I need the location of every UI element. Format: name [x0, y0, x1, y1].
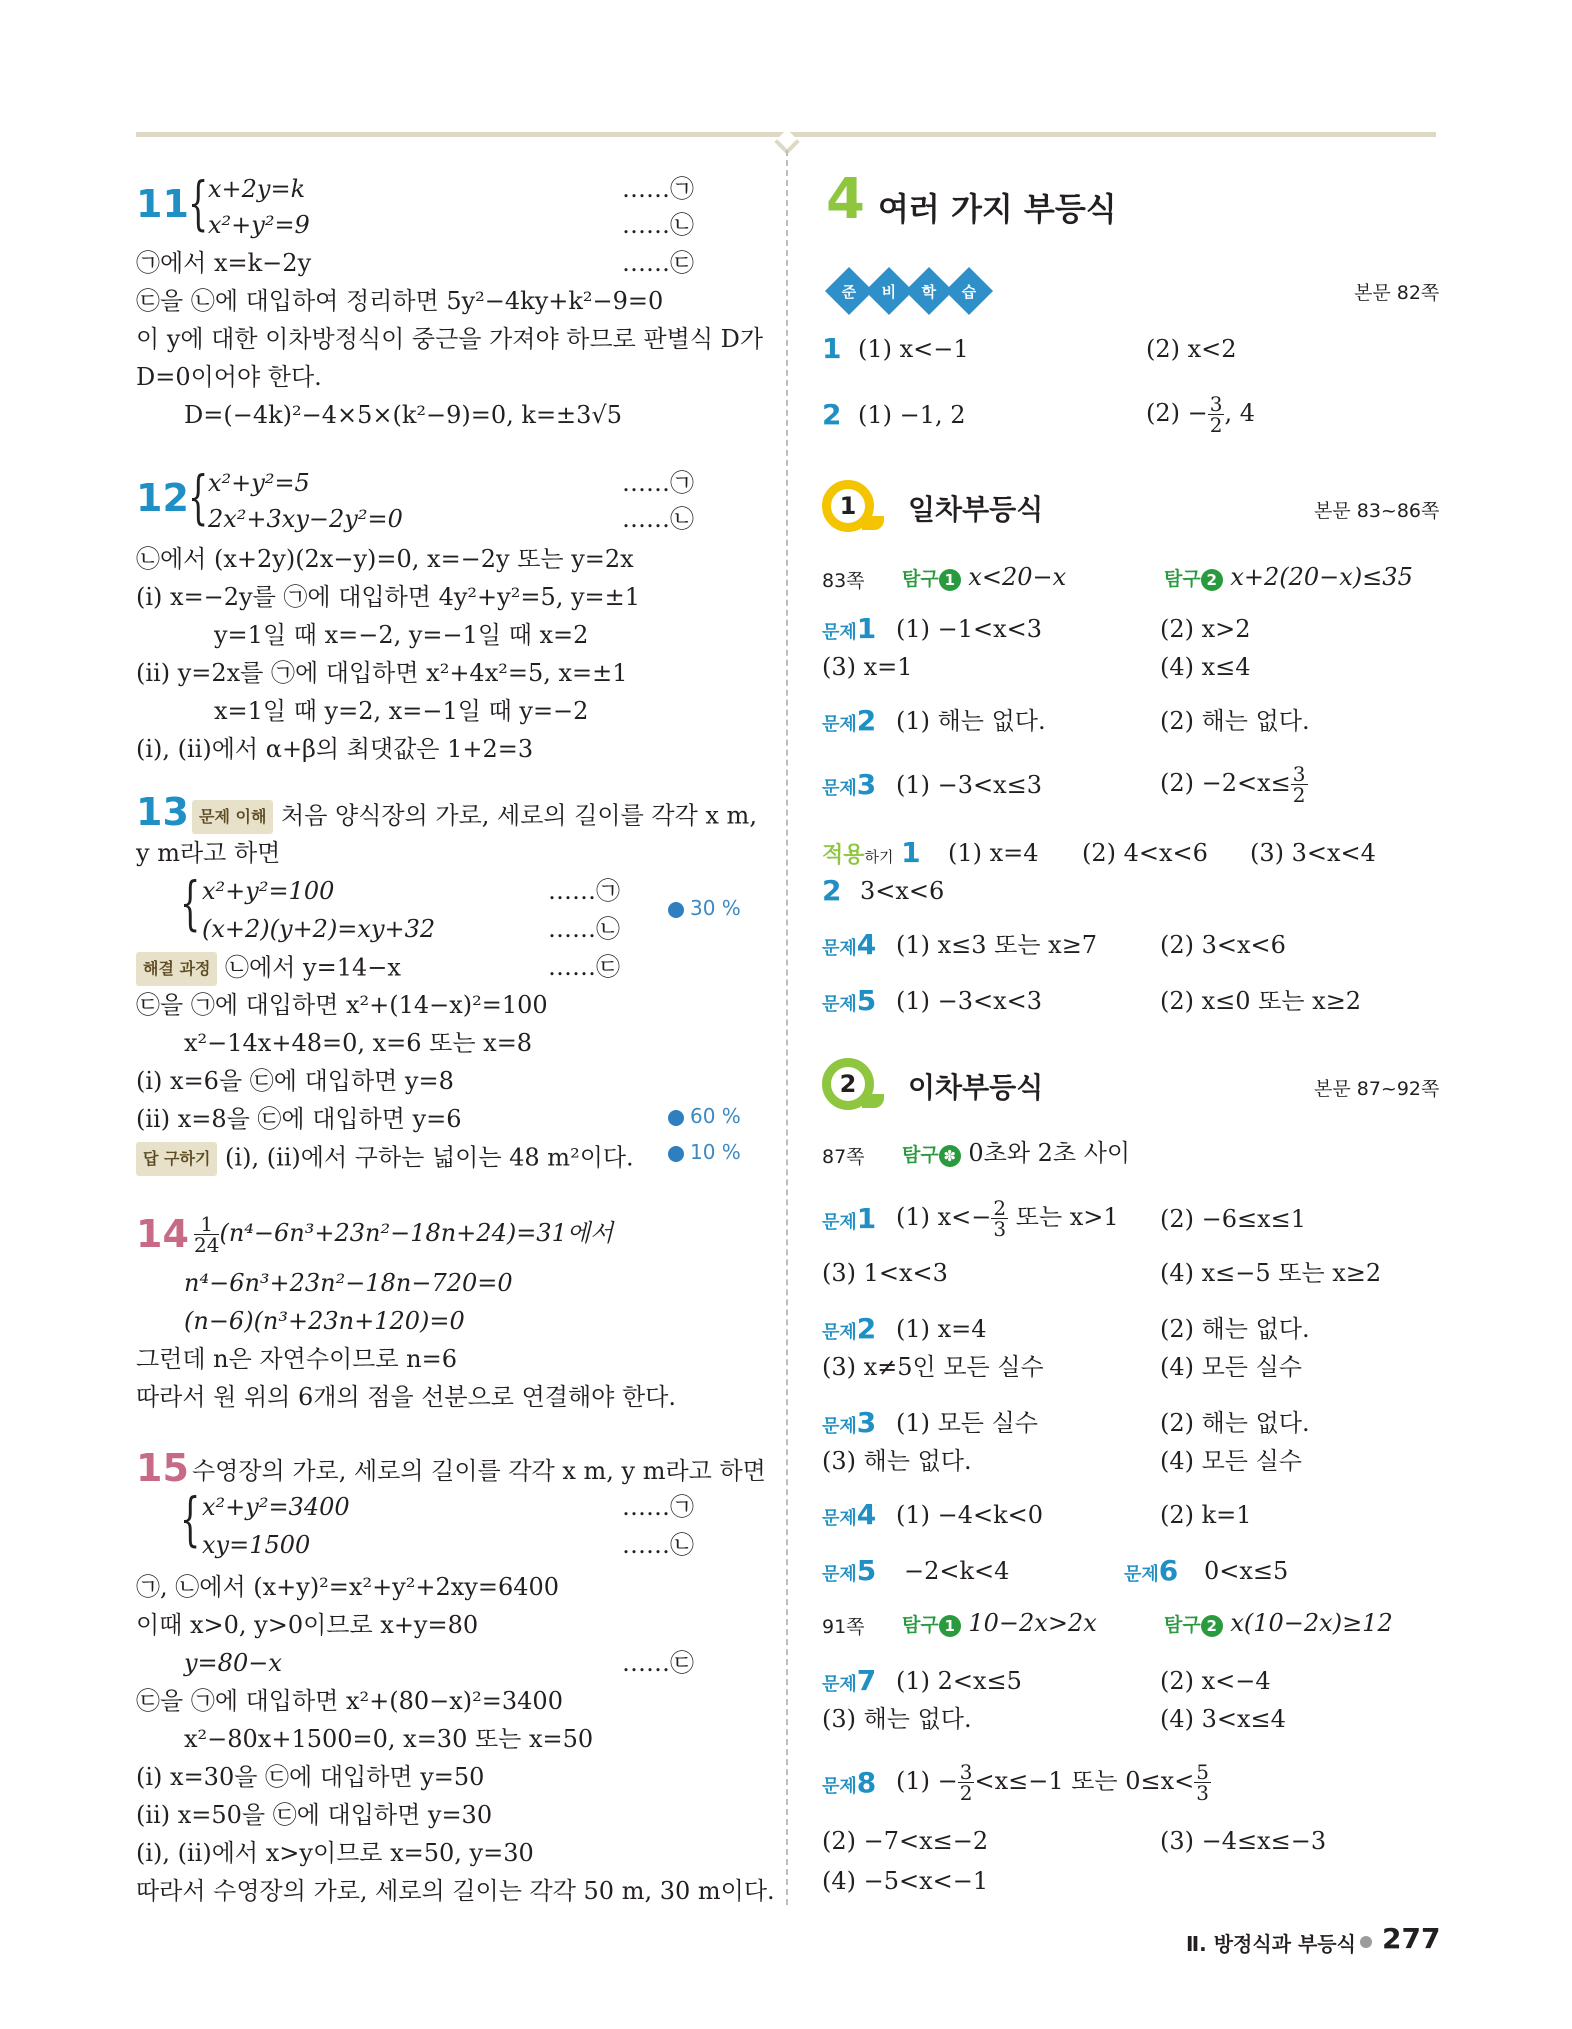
numerator: 1 — [194, 1214, 219, 1235]
text: (1) − — [896, 1767, 958, 1795]
exploration-label — [902, 1144, 961, 1166]
solution-line: ㉢을 ㉠에 대입하면 x²+(80−x)²=3400 — [136, 1687, 563, 1715]
text: 문제 — [822, 714, 857, 735]
equation-mark: ……㉢ — [622, 249, 694, 277]
exploration-number: 2 — [1201, 569, 1223, 591]
question-number: 7 — [856, 1664, 877, 1697]
answer: 0<x≤5 — [1204, 1557, 1289, 1585]
solution-line: n⁴−6n³+23n²−18n−720=0 — [184, 1269, 513, 1297]
text: 10−2x>2x — [968, 1609, 1097, 1637]
prep-char: 학 — [921, 282, 937, 301]
text: x<20−x — [968, 563, 1067, 591]
question-label — [822, 930, 876, 964]
answer: (1) 모든 실수 — [896, 1409, 1038, 1437]
problem-number: 14 — [136, 1212, 189, 1256]
exploration-label — [902, 568, 961, 590]
answer: (3) 해는 없다. — [822, 1705, 972, 1733]
denominator: 24 — [194, 1233, 220, 1257]
text: (2) − — [1146, 399, 1208, 427]
answer: (4) x≤4 — [1160, 653, 1251, 681]
numerator: 3 — [1209, 392, 1223, 416]
answer: (2) −6≤x≤1 — [1160, 1205, 1307, 1233]
problem-number: 13 — [136, 790, 189, 834]
text: 또는 x>1 — [1008, 1203, 1119, 1231]
solution-line: y=80−x — [184, 1649, 282, 1677]
question-number: 5 — [856, 1554, 877, 1587]
answer: (4) x≤−5 또는 x≥2 — [1160, 1259, 1382, 1287]
solution-line: y=1일 때 x=−2, y=−1일 때 x=2 — [214, 621, 589, 649]
problem-number: 11 — [136, 182, 189, 226]
equation-mark: ……㉠ — [622, 469, 694, 497]
text: 문제 — [822, 1416, 857, 1437]
text: 탐구 — [902, 1144, 939, 1166]
question-label — [822, 1314, 876, 1348]
page-label: 87쪽 — [822, 1146, 865, 1168]
exploration-label — [902, 1614, 961, 1636]
text: ㉡에서 y=14−x — [225, 953, 401, 982]
problem-number: 12 — [136, 476, 189, 520]
answer: (1) x=4 — [948, 839, 1039, 867]
text: 문제 — [1124, 1564, 1159, 1585]
answer: (2) x≤0 또는 x≥2 — [1160, 987, 1362, 1015]
denominator: 2 — [959, 1781, 973, 1805]
text: (ⅰ), (ⅱ)에서 구하는 넓이는 48 m²이다. — [225, 1143, 634, 1172]
solution-line — [194, 1214, 613, 1255]
question-label — [822, 614, 876, 648]
exploration — [1164, 1608, 1393, 1640]
tag-process: 해결 과정 — [136, 952, 217, 986]
text: 탐구 — [1164, 568, 1201, 590]
column-divider — [786, 150, 788, 1905]
numerator: 3 — [959, 1760, 973, 1784]
exploration-label — [1164, 1614, 1223, 1636]
text: 문제 — [822, 622, 857, 643]
answer: (4) 모든 실수 — [1160, 1353, 1302, 1381]
solution-line: ㉡에서 (x+2y)(2x−y)=0, x=−2y 또는 y=2x — [136, 545, 634, 573]
answer: (1) x=4 — [896, 1315, 987, 1343]
answer: (2) 해는 없다. — [1160, 1409, 1310, 1437]
answer-number: 1 — [822, 332, 842, 365]
solution-line: D=(−4k)²−4×5×(k²−9)=0, k=±3√5 — [184, 401, 622, 429]
equation: x²+y²=9 — [208, 211, 310, 239]
exploration — [1164, 562, 1413, 594]
question-number: 4 — [856, 928, 877, 961]
page-reference: 본문 83~86쪽 — [1314, 500, 1440, 522]
question-number: 8 — [856, 1766, 877, 1799]
tag-understand: 문제 이해 — [192, 800, 273, 834]
text: 문제 — [822, 938, 857, 959]
question-label — [822, 1666, 876, 1700]
text: 문제 — [822, 1322, 857, 1343]
equation: xy=1500 — [202, 1531, 311, 1559]
solution-line: 따라서 원 위의 6개의 점을 선분으로 연결해야 한다. — [136, 1383, 676, 1411]
score-dot-icon — [668, 1146, 684, 1162]
text: x(10−2x)≥12 — [1230, 1609, 1393, 1637]
subsection-badge — [822, 1058, 888, 1124]
solution-line: x=1일 때 y=2, x=−1일 때 y=−2 — [214, 697, 589, 725]
equation: x²+y²=100 — [202, 877, 335, 905]
score-dot-icon — [668, 902, 684, 918]
answer: (1) −1, 2 — [858, 401, 966, 429]
equation-mark: ……㉠ — [622, 175, 694, 203]
text: 문제 — [822, 778, 857, 799]
solution-line: ㉠에서 x=k−2y — [136, 249, 312, 277]
solution-line: ㉠, ㉡에서 (x+y)²=x²+y²+2xy=6400 — [136, 1573, 560, 1601]
system-brace: { — [180, 1485, 201, 1553]
text: (2) −2<x≤ — [1160, 769, 1291, 797]
exploration — [902, 562, 1066, 594]
question-number: 1 — [856, 1202, 877, 1235]
prep-badge — [832, 274, 986, 308]
equation-mark: ……㉡ — [622, 211, 694, 239]
equation-mark: ……㉡ — [622, 505, 694, 533]
answer: (1) −3<x≤3 — [896, 771, 1043, 799]
answer: (2) 해는 없다. — [1160, 707, 1310, 735]
answer — [1160, 764, 1308, 805]
text: 문제 — [822, 994, 857, 1015]
answer: (4) −5<x<−1 — [822, 1867, 989, 1895]
solution-line: (ⅰ) x=6을 ㉢에 대입하면 y=8 — [136, 1067, 454, 1095]
equation-mark: ……㉡ — [548, 915, 620, 943]
question-number: 2 — [822, 874, 842, 907]
answer: (3) 3<x<4 — [1250, 839, 1376, 867]
subsection-number: 2 — [839, 1070, 857, 1098]
question-label — [822, 706, 876, 740]
answer — [896, 1198, 1119, 1239]
solution-line: D=0이어야 한다. — [136, 363, 322, 391]
equation: 2x²+3xy−2y²=0 — [208, 505, 403, 533]
exploration — [902, 1608, 1097, 1640]
answer: (2) x<2 — [1146, 335, 1237, 363]
subsection-title: 일차부등식 — [908, 493, 1044, 526]
answer: (3) x=1 — [822, 653, 913, 681]
apply-row — [822, 876, 841, 910]
question-number: 1 — [901, 836, 921, 869]
prep-diamond — [945, 267, 993, 315]
equation-mark: ……㉠ — [548, 877, 620, 905]
text: 적용 — [822, 843, 865, 868]
fraction — [194, 1214, 219, 1255]
answer: (1) −4<k<0 — [896, 1501, 1044, 1529]
system-brace: { — [188, 463, 209, 531]
text: 문제 — [822, 1508, 857, 1529]
answer: (3) −4≤x≤−3 — [1160, 1827, 1327, 1855]
text: 0초와 2초 사이 — [968, 1139, 1131, 1167]
fraction — [958, 1762, 975, 1803]
solution-line: ㉢을 ㉡에 대입하여 정리하면 5y²−4ky+k²−9=0 — [136, 287, 664, 315]
answer: (1) 2<x≤5 — [896, 1667, 1022, 1695]
text: x+2(20−x)≤35 — [1230, 563, 1413, 591]
section-number: 4 — [826, 167, 865, 232]
text: 처음 양식장의 가로, 세로의 길이를 각각 x m, — [281, 801, 757, 830]
solution-line: ㉢을 ㉠에 대입하면 x²+(14−x)²=100 — [136, 991, 548, 1019]
prep-char: 습 — [961, 282, 977, 301]
text: 탐구 — [1164, 1614, 1201, 1636]
solution-line: 이 y에 대한 이차방정식이 중근을 가져야 하므로 판별식 D가 — [136, 325, 764, 353]
question-number: 6 — [1158, 1554, 1179, 1587]
fraction — [1208, 394, 1225, 435]
page-label: 83쪽 — [822, 570, 865, 592]
question-number: 2 — [856, 704, 877, 737]
equation-mark: ……㉢ — [622, 1649, 694, 1677]
subsection-number: 1 — [839, 492, 857, 520]
numerator: 2 — [993, 1196, 1007, 1220]
question-number: 3 — [856, 1406, 877, 1439]
question-number: 4 — [856, 1498, 877, 1531]
score-dot-icon — [668, 1110, 684, 1126]
footer-dot-icon — [1360, 1936, 1372, 1948]
solution-line: x²−80x+1500=0, x=30 또는 x=50 — [184, 1725, 594, 1753]
question-label — [822, 1204, 876, 1238]
solution-line: 그런데 n은 자연수이므로 n=6 — [136, 1345, 458, 1373]
answer: −2<k<4 — [904, 1557, 1010, 1585]
exploration-number: 1 — [939, 1615, 961, 1637]
equation-mark: ……㉡ — [622, 1531, 694, 1559]
text: <x≤−1 또는 0≤x< — [974, 1767, 1195, 1795]
system-brace: { — [180, 869, 201, 937]
equation: (x+2)(y+2)=xy+32 — [202, 915, 436, 943]
solution-line: (ⅰ), (ⅱ)에서 x>y이므로 x=50, y=30 — [136, 1839, 534, 1867]
answer: (1) −3<x<3 — [896, 987, 1043, 1015]
solution-line: 이때 x>0, y>0이므로 x+y=80 — [136, 1611, 479, 1639]
answer: (2) 4<x<6 — [1082, 839, 1208, 867]
answer — [896, 1762, 1211, 1803]
answer: (3) 해는 없다. — [822, 1447, 972, 1475]
text: , 4 — [1224, 399, 1255, 427]
chapter-label: Ⅱ. 방정식과 부등식 — [1186, 1932, 1356, 1956]
exploration — [902, 1138, 1130, 1170]
question-label — [822, 1408, 876, 1442]
denominator: 2 — [1292, 783, 1306, 807]
fraction — [1291, 764, 1308, 805]
answer: (4) 3<x≤4 — [1160, 1705, 1286, 1733]
equation: x²+y²=5 — [208, 469, 310, 497]
apply-row — [822, 838, 921, 872]
question-label — [822, 1500, 876, 1534]
text: 탐구 — [902, 1614, 939, 1636]
numerator: 5 — [1196, 1760, 1209, 1784]
subsection-badge — [822, 480, 888, 546]
denominator: 3 — [1196, 1781, 1209, 1805]
question-label — [822, 1768, 876, 1802]
answer: (2) x>2 — [1160, 615, 1251, 643]
exploration-number: ✽ — [939, 1145, 961, 1167]
page-reference: 본문 87~92쪽 — [1314, 1078, 1440, 1100]
answer: 3<x<6 — [860, 877, 945, 905]
denominator: 2 — [1209, 413, 1223, 437]
text: 문제 — [822, 1776, 857, 1797]
solution-line: x²−14x+48=0, x=6 또는 x=8 — [184, 1029, 533, 1057]
numerator: 3 — [1292, 762, 1306, 786]
answer-number: 2 — [822, 398, 842, 431]
answer: (4) 모든 실수 — [1160, 1447, 1302, 1475]
answer: (1) 해는 없다. — [896, 707, 1046, 735]
fraction — [1194, 1762, 1211, 1803]
equation-mark: ……㉠ — [622, 1493, 694, 1521]
answer: (2) x<−4 — [1160, 1667, 1271, 1695]
question-number: 2 — [856, 1312, 877, 1345]
equation: x²+y²=3400 — [202, 1493, 350, 1521]
problem-text — [192, 800, 757, 834]
text: 30 % — [690, 896, 741, 920]
answer: (2) −7<x≤−2 — [822, 1827, 989, 1855]
answer: (2) k=1 — [1160, 1501, 1252, 1529]
subsection-title: 이차부등식 — [908, 1071, 1044, 1104]
question-label — [822, 1556, 876, 1590]
prep-char: 비 — [881, 282, 897, 301]
percent-score — [668, 1140, 741, 1164]
question-number: 3 — [856, 768, 877, 801]
text: (1) x<− — [896, 1203, 992, 1231]
exploration-number: 2 — [1201, 1615, 1223, 1637]
system-brace: { — [188, 169, 209, 237]
denominator: 3 — [993, 1217, 1007, 1241]
solution-line: (ⅰ), (ⅱ)에서 α+β의 최댓값은 1+2=3 — [136, 735, 534, 763]
answer: (1) x≤3 또는 x≥7 — [896, 931, 1098, 959]
answer: (2) 3<x<6 — [1160, 931, 1286, 959]
answer: (1) −1<x<3 — [896, 615, 1043, 643]
page-reference: 본문 82쪽 — [1354, 282, 1440, 304]
problem-text: y m라고 하면 — [136, 839, 281, 867]
solution-line: (n−6)(n³+23n+120)=0 — [184, 1307, 465, 1335]
question-label — [822, 770, 876, 804]
answer — [1146, 394, 1255, 435]
section-title: 여러 가지 부등식 — [878, 190, 1117, 228]
answer: (2) 해는 없다. — [1160, 1315, 1310, 1343]
solution-line: (ⅱ) x=50을 ㉢에 대입하면 y=30 — [136, 1801, 493, 1829]
solution-line: (ⅱ) y=2x를 ㉠에 대입하면 x²+4x²=5, x=±1 — [136, 659, 628, 687]
text: 하기 — [864, 848, 894, 866]
question-label — [1124, 1556, 1178, 1590]
text: 문제 — [822, 1564, 857, 1585]
page-label: 91쪽 — [822, 1616, 865, 1638]
question-label — [822, 986, 876, 1020]
problem-text — [136, 1142, 634, 1176]
text: 문제 — [822, 1674, 857, 1695]
text: 10 % — [690, 1140, 741, 1164]
tag-answer: 답 구하기 — [136, 1142, 217, 1176]
percent-score — [668, 896, 741, 920]
text: 60 % — [690, 1104, 741, 1128]
equation-mark: ……㉢ — [548, 953, 620, 981]
text: 탐구 — [902, 568, 939, 590]
exploration-label — [1164, 568, 1223, 590]
problem-text: 수영장의 가로, 세로의 길이를 각각 x m, y m라고 하면 — [192, 1457, 766, 1485]
text: (n⁴−6n³+23n²−18n+24)=31에서 — [219, 1219, 614, 1247]
fraction — [991, 1198, 1008, 1239]
solution-line: (ⅰ) x=30을 ㉢에 대입하면 y=50 — [136, 1763, 485, 1791]
question-number: 5 — [856, 984, 877, 1017]
prep-char: 준 — [841, 282, 857, 301]
solution-line: (ⅱ) x=8을 ㉢에 대입하면 y=6 — [136, 1105, 462, 1133]
problem-text — [136, 952, 401, 986]
question-number: 1 — [856, 612, 877, 645]
answer: (1) x<−1 — [858, 335, 969, 363]
page-number: 277 — [1382, 1922, 1441, 1955]
percent-score — [668, 1104, 741, 1128]
answer: (3) 1<x<3 — [822, 1259, 948, 1287]
answer: (3) x≠5인 모든 실수 — [822, 1353, 1044, 1381]
solution-line: 따라서 수영장의 가로, 세로의 길이는 각각 50 m, 30 m이다. — [136, 1877, 775, 1905]
equation: x+2y=k — [208, 175, 306, 203]
text: 문제 — [822, 1212, 857, 1233]
solution-line: (ⅰ) x=−2y를 ㉠에 대입하면 4y²+y²=5, y=±1 — [136, 583, 641, 611]
problem-number: 15 — [136, 1446, 189, 1490]
exploration-number: 1 — [939, 569, 961, 591]
